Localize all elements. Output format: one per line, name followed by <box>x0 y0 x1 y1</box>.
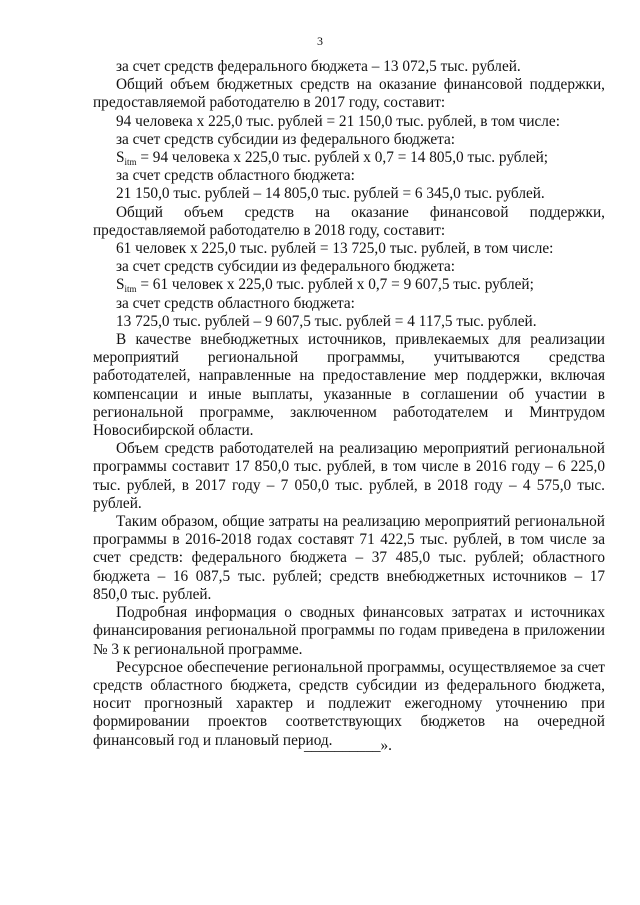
paragraph: В качестве внебюджетных источников, привлекаемых для реализации мероприятий региональной программы, учитываются средства работодателей, направленные на предоставление мер поддержки, включая компенсации и иные выплаты, указанные в соглашении об участии в региональной программе, заключенном работодателем и Минтрудом Новосибирской области. <box>93 331 605 440</box>
paragraph: Объем средств работодателей на реализацию мероприятий региональной программы составит 17 850,0 тыс. рублей, в том числе в 2016 году – 6 225,0 тыс. рублей, в 2017 году – 7 050,0 тыс. рублей, в 2018 году – 4 575,0 тыс. рублей. <box>93 440 605 512</box>
paragraph: за счет средств областного бюджета: <box>116 167 355 185</box>
formula-line <box>93 276 605 294</box>
closing-mark: __________». <box>304 737 392 754</box>
formula-subscript: itm <box>124 284 137 295</box>
formula-line: 13 725,0 тыс. рублей – 9 607,5 тыс. рублей = 4 117,5 тыс. рублей. <box>116 312 537 330</box>
formula-subscript: itm <box>124 157 137 168</box>
formula-line: 94 человека х 225,0 тыс. рублей = 21 150,0 тыс. рублей, в том числе: <box>116 112 560 130</box>
paragraph: за счет средств субсидии из федерального бюджета: <box>116 258 456 276</box>
formula-line: 21 150,0 тыс. рублей – 14 805,0 тыс. рублей = 6 345,0 тыс. рублей. <box>116 185 545 203</box>
paragraph: за счет средств областного бюджета: <box>116 294 355 312</box>
paragraph: за счет средств федерального бюджета – 13 072,5 тыс. рублей. <box>116 58 521 75</box>
formula-symbol: S <box>116 149 125 167</box>
paragraph: за счет средств субсидии из федерального бюджета: <box>116 130 456 148</box>
paragraph: Подробная информация о сводных финансовых затратах и источниках финансирования региональной программы по годам приведена в приложении № 3 к региональной программе. <box>93 604 605 658</box>
formula-line: 61 человек х 225,0 тыс. рублей = 13 725,0 тыс. рублей, в том числе: <box>116 240 554 258</box>
paragraph: Общий объем средств на оказание финансовой поддержки, предоставляемой работодателю в 2018 году, составит: <box>93 203 605 239</box>
formula-text: = 94 человека х 225,0 тыс. рублей х 0,7 = 14 805,0 тыс. рублей; <box>136 149 549 167</box>
formula-symbol: S <box>116 276 125 294</box>
paragraph: Таким образом, общие затраты на реализацию мероприятий региональной программы в 2016-2018 годах составят 71 422,5 тыс. рублей, в том числе за счет средств: федерального бюджета – 37 485,0 тыс. рублей; областного бюджета – 16 087,5 тыс. рублей; средств внебюджетных источников – 17 850,0 тыс. рублей. <box>93 513 605 603</box>
paragraph: Общий объем бюджетных средств на оказание финансовой поддержки, предоставляемой работодателю в 2017 году, составит: <box>93 76 605 112</box>
page-number: 3 <box>317 34 323 48</box>
formula-text: = 61 человек х 225,0 тыс. рублей х 0,7 = 9 607,5 тыс. рублей; <box>136 276 534 294</box>
paragraph: Ресурсное обеспечение региональной программы, осуществляемое за счет средств областного бюджета, средств субсидии из федерального бюджета, носит прогнозный характер и подлежит ежегодному уточнению при формировании проектов соответствующих бюджетов на очередной финансовый год и плановый период. <box>93 658 605 749</box>
formula-line <box>93 149 605 167</box>
document-body <box>93 58 605 750</box>
